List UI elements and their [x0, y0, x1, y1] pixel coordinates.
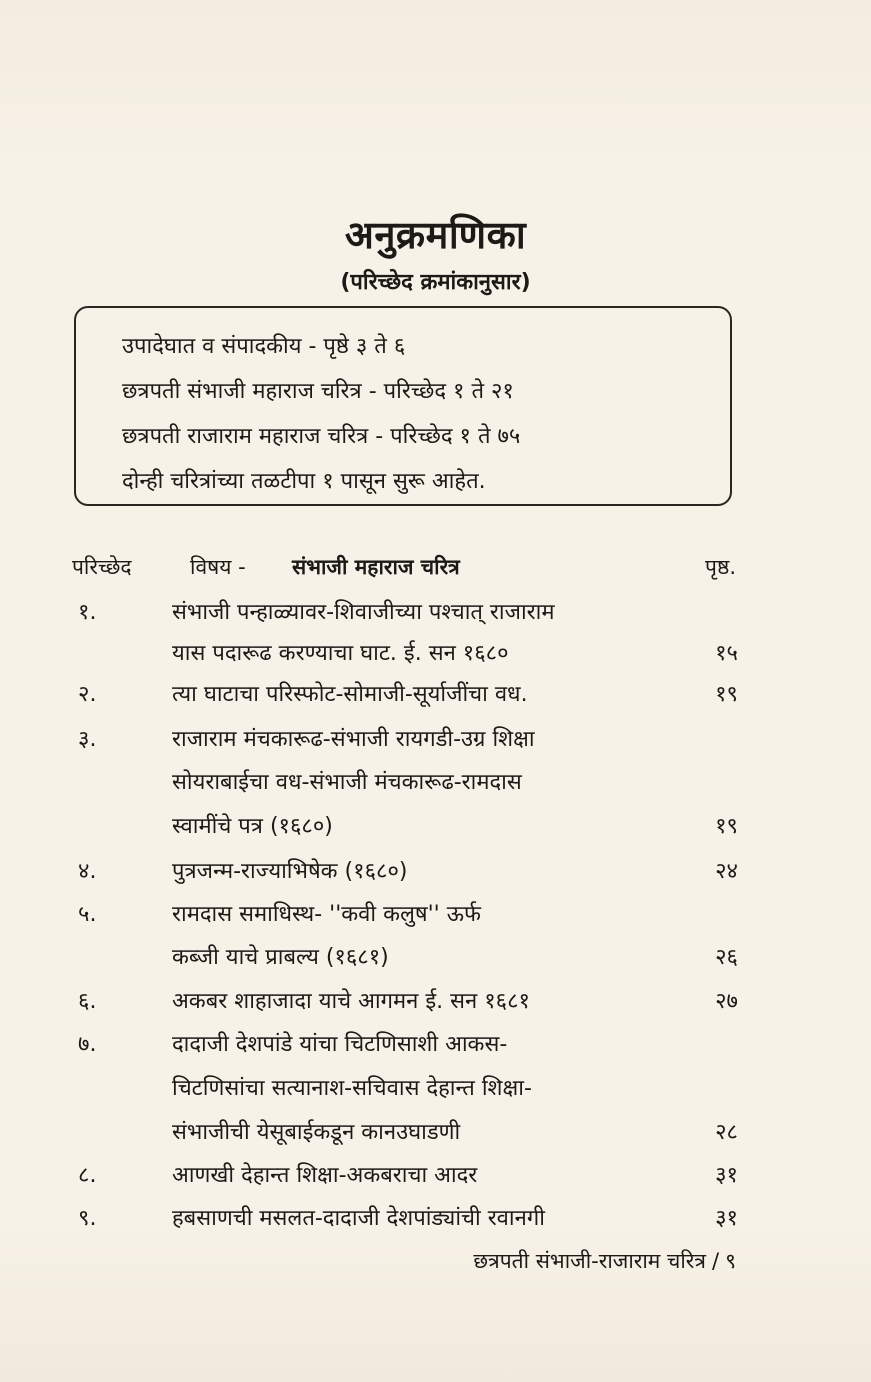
entry-text: स्वामींचे पत्र (१६८०) [172, 814, 333, 839]
entry-text: सोयराबाईचा वध-संभाजी मंचकारूढ-रामदास [172, 770, 522, 795]
info-line: छत्रपती राजाराम महाराज चरित्र - परिच्छेद १ ते ७५ [122, 424, 521, 449]
header-section: संभाजी महाराज चरित्र [292, 555, 460, 579]
info-line: उपादेघात व संपादकीय - पृष्ठे ३ ते ६ [122, 334, 406, 359]
entry-text: राजाराम मंचकारूढ-संभाजी रायगडी-उग्र शिक्षा [172, 727, 535, 752]
entry-page: ३१ [715, 1163, 738, 1188]
page-subtitle: (परिच्छेद क्रमांकानुसार) [340, 270, 531, 295]
entry-text: पुत्रजन्म-राज्याभिषेक (१६८०) [172, 859, 408, 884]
entry-number: ९. [78, 1206, 97, 1231]
entry-text: दादाजी देशपांडे यांचा चिटणिसाशी आकस- [172, 1032, 508, 1057]
entry-page: २४ [715, 859, 738, 884]
entry-number: ५. [78, 902, 97, 927]
entry-text: त्या घाटाचा परिस्फोट-सोमाजी-सूर्याजींचा वध. [172, 682, 528, 707]
entry-number: ७. [78, 1032, 97, 1057]
entry-number: ४. [78, 859, 97, 884]
entry-number: १. [78, 600, 97, 625]
entry-page: १५ [715, 641, 738, 666]
entry-number: ८. [78, 1163, 97, 1188]
entry-page: ३१ [715, 1206, 738, 1231]
page-title: अनुक्रमणिका [344, 213, 527, 257]
footer-separator: / [712, 1249, 720, 1273]
entry-text: चिटणिसांचा सत्यानाश-सचिवास देहान्त शिक्षा- [172, 1076, 532, 1101]
header-chapter: परिच्छेद [72, 555, 132, 579]
info-box [74, 306, 732, 506]
entry-page: २६ [715, 945, 738, 970]
entry-text: हबसाणची मसलत-दादाजी देशपांड्यांची रवानगी [172, 1206, 545, 1231]
info-line: छत्रपती संभाजी महाराज चरित्र - परिच्छेद १ ते २१ [122, 379, 514, 404]
page-footer [473, 1247, 736, 1275]
entry-page: २८ [715, 1120, 738, 1145]
header-subject: विषय - [190, 555, 246, 579]
entry-page: १९ [715, 682, 738, 707]
entry-text: रामदास समाधिस्थ- ''कवी कलुष'' ऊर्फ [172, 902, 481, 927]
info-line: दोन्ही चरित्रांच्या तळटीपा १ पासून सुरू आहेत. [122, 469, 486, 494]
entry-number: ३. [78, 727, 97, 752]
entry-number: २. [78, 682, 97, 707]
footer-book-title: छत्रपती संभाजी-राजाराम चरित्र [473, 1249, 706, 1273]
entry-text: आणखी देहान्त शिक्षा-अकबराचा आदर [172, 1163, 478, 1188]
entry-text: अकबर शाहाजादा याचे आगमन ई. सन १६८१ [172, 989, 530, 1014]
entry-text: यास पदारूढ करण्याचा घाट. ई. सन १६८० [172, 641, 509, 666]
entry-text: संभाजीची येसूबाईकडून कानउघाडणी [172, 1120, 461, 1145]
entry-page: १९ [715, 814, 738, 839]
entry-text: संभाजी पन्हाळ्यावर-शिवाजीच्या पश्चात् राजाराम [172, 600, 555, 625]
entry-text: कब्जी याचे प्राबल्य (१६८१) [172, 945, 389, 970]
footer-page-number: ९ [725, 1249, 736, 1273]
header-page: पृष्ठ. [705, 555, 736, 579]
entry-number: ६. [78, 989, 97, 1014]
entry-page: २७ [715, 989, 738, 1014]
